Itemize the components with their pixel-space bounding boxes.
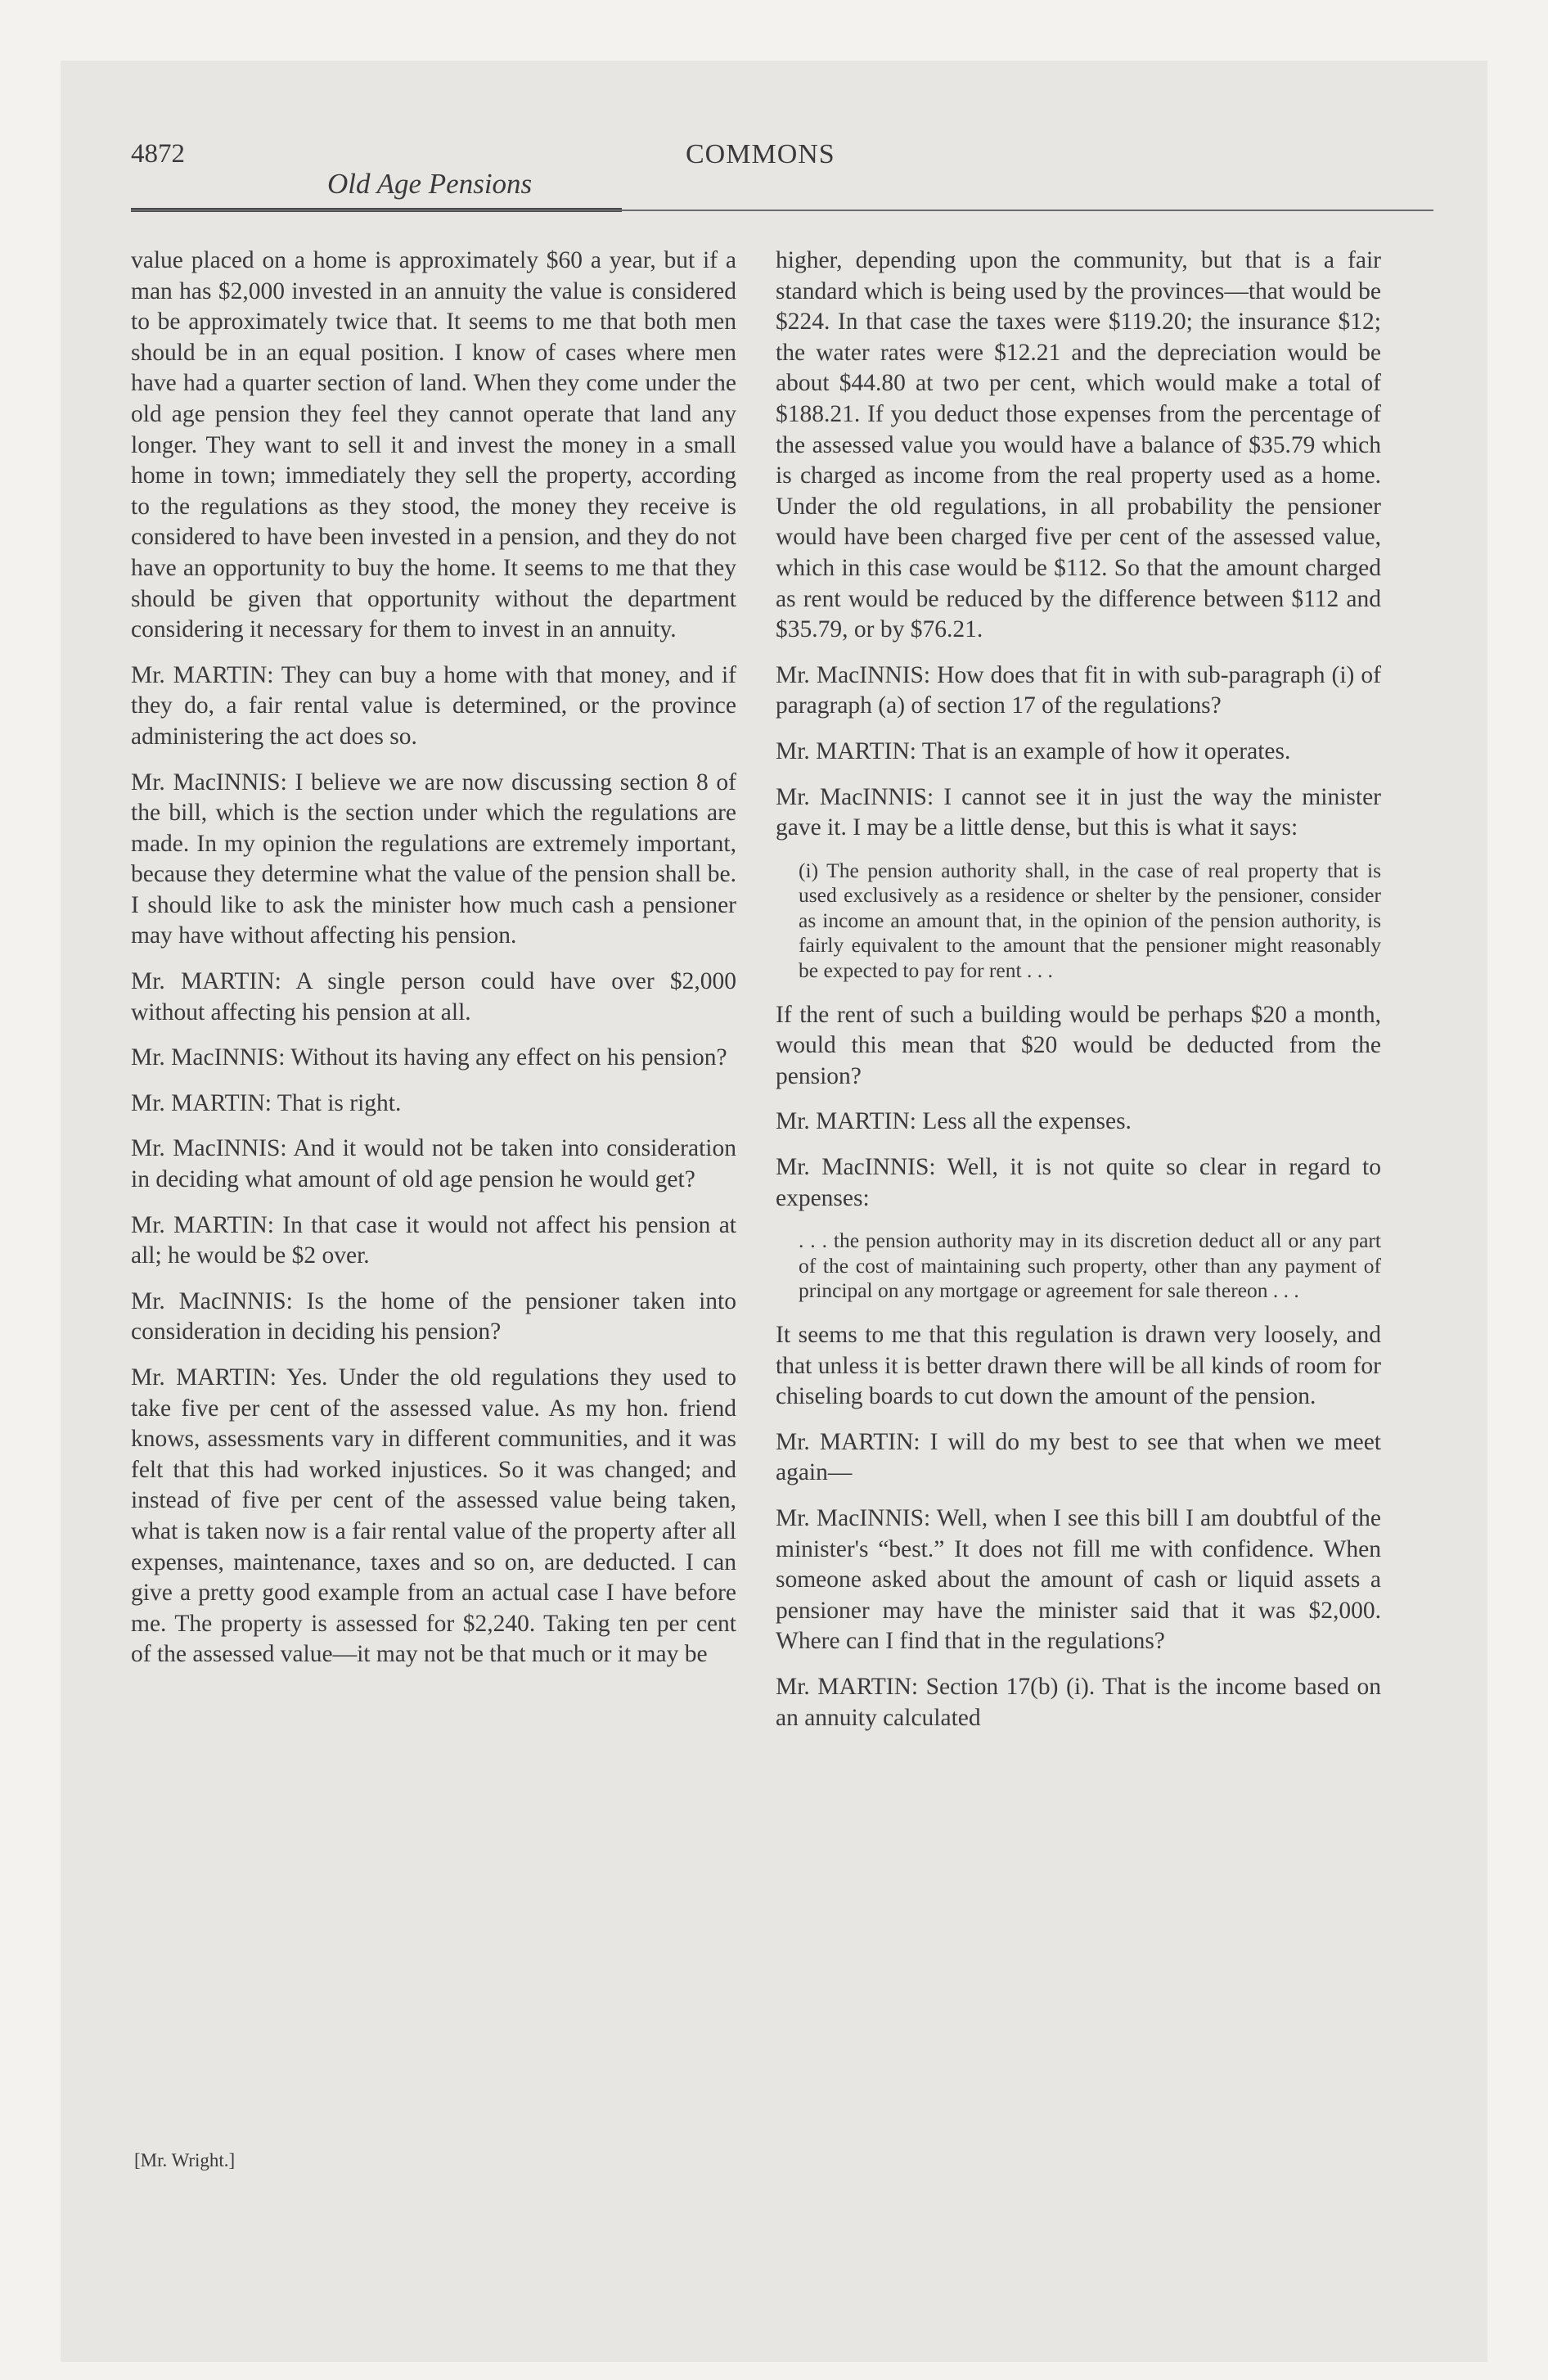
page-number: 4872 xyxy=(131,139,185,169)
paragraph: higher, depending upon the community, but that is a fair standard which is being used by the provinces—that would be $224. In that case the taxes were $119.20; the insurance $12; the water rates were $12.21 and the depreciation would be about $44.80 at two per cent, which would make a total of $188.21. If you deduct those expenses from the percentage of the assessed value you would have a balance of $35.79 which is charged as income from the real property used as a home. Under the old regulations, in all probability the pensioner would have been charged five per cent of the assessed value, which in this case would be $112. So that the amount charged as rent would be reduced by the difference between $112 and $35.79, or by $76.21. xyxy=(776,247,1381,643)
paragraph: Mr. MARTIN: That is an example of how it operates. xyxy=(776,737,1291,764)
paragraph: Mr. MacINNIS: How does that fit in with sub-paragraph (i) of paragraph (a) of section 17 of the regulations? xyxy=(776,661,1381,719)
paragraph: Mr. MARTIN: Yes. Under the old regulations they used to take five per cent of the assessed value. As my hon. friend knows, assessments vary in different communities, and it was felt that this had worked injustices. So it was changed; and instead of five per cent of the assessed value being taken, what is taken now is a fair rental value of the property after all expenses, maintenance, taxes and so on, are deducted. I can give a pretty good example from an actual case I have before me. The property is assessed for $2,240. Taking ten per cent of the assessed value—it may not be that much or it may be xyxy=(131,1364,736,1668)
regulation-quote: . . . the pension authority may in its discretion deduct all or any part of the cost of maintaining such property, other than any payment of principal on any mortgage or agreement for sale thereon . . . xyxy=(799,1228,1381,1303)
paragraph: Mr. MARTIN: In that case it would not affect his pension at all; he would be $2 over. xyxy=(131,1211,736,1269)
header-rule xyxy=(131,210,1433,211)
paragraph: Mr. MacINNIS: Well, when I see this bill I am doubtful of the minister's “best.” It does not fill me with confidence. When someone asked about the amount of cash or liquid assets a pensioner may have the minister said that it was $2,000. Where can I find that in the regulations? xyxy=(776,1504,1381,1655)
right-column xyxy=(776,246,1381,2152)
speaker-footnote: [Mr. Wright.] xyxy=(134,2150,236,2170)
paragraph: Mr. MARTIN: A single person could have over $2,000 without affecting his pension at all. xyxy=(131,968,736,1025)
paragraph: Mr. MacINNIS: I believe we are now discussing section 8 of the bill, which is the section under which the regulations are made. In my opinion the regulations are extremely important, because they determine what the value of the pension shall be. I should like to ask the minister how much cash a pensioner may have without affecting his pension. xyxy=(131,769,736,949)
paragraph: Mr. MARTIN: Section 17(b) (i). That is the income based on an annuity calculated xyxy=(776,1673,1381,1731)
paragraph: Mr. MARTIN: They can buy a home with that money, and if they do, a fair rental value is determined, or the province administering the act does so. xyxy=(131,661,736,750)
paragraph: Mr. MacINNIS: Without its having any effect on his pension? xyxy=(131,1044,727,1071)
paragraph: It seems to me that this regulation is drawn very loosely, and that unless it is better drawn there will be all kinds of room for chiseling boards to cut down the amount of the pension. xyxy=(776,1322,1381,1410)
paragraph: Mr. MacINNIS: Is the home of the pensioner taken into consideration in deciding his pension? xyxy=(131,1287,736,1346)
paragraph: value placed on a home is approximately $60 a year, but if a man has $2,000 invested in an annuity the value is considered to be approximately twice that. It seems to me that both men should be in an equal position. I know of cases where men have had a quarter section of land. When they come under the old age pension they feel they cannot operate that land any longer. They want to sell it and invest the money in a small home in town; immediately they sell the property, according to the regulations as they stood, the money they receive is considered to have been invested in a pension, and they do not have an opportunity to buy the home. It seems to me that they should be given that opportunity without the department considering it necessary for them to invest in an annuity. xyxy=(131,247,736,643)
regulation-quote: (i) The pension authority shall, in the case of real property that is used exclusively as a residence or shelter by the pensioner, consider as income an amount that, in the opinion of the pension authority, is fairly equivalent to the amount that the pensioner might reasonably be expected to pay for rent . . . xyxy=(799,858,1381,983)
left-column xyxy=(131,246,736,2152)
paragraph: Mr. MacINNIS: I cannot see it in just the way the minister gave it. I may be a little dense, but this is what it says: xyxy=(776,783,1381,841)
paragraph: Mr. MacINNIS: And it would not be taken into consideration in deciding what amount of old age pension he would get? xyxy=(131,1135,736,1193)
paragraph: Mr. MacINNIS: Well, it is not quite so clear in regard to expenses: xyxy=(776,1154,1381,1211)
paragraph: Mr. MARTIN: I will do my best to see that when we meet again— xyxy=(776,1428,1381,1486)
paragraph: Mr. MARTIN: That is right. xyxy=(131,1089,402,1116)
paragraph: Mr. MARTIN: Less all the expenses. xyxy=(776,1108,1132,1135)
running-title: Old Age Pensions xyxy=(327,168,533,200)
paragraph: If the rent of such a building would be perhaps $20 a month, would this mean that $20 would be deducted from the pension? xyxy=(776,1001,1381,1089)
header-center-title: COMMONS xyxy=(686,139,835,169)
